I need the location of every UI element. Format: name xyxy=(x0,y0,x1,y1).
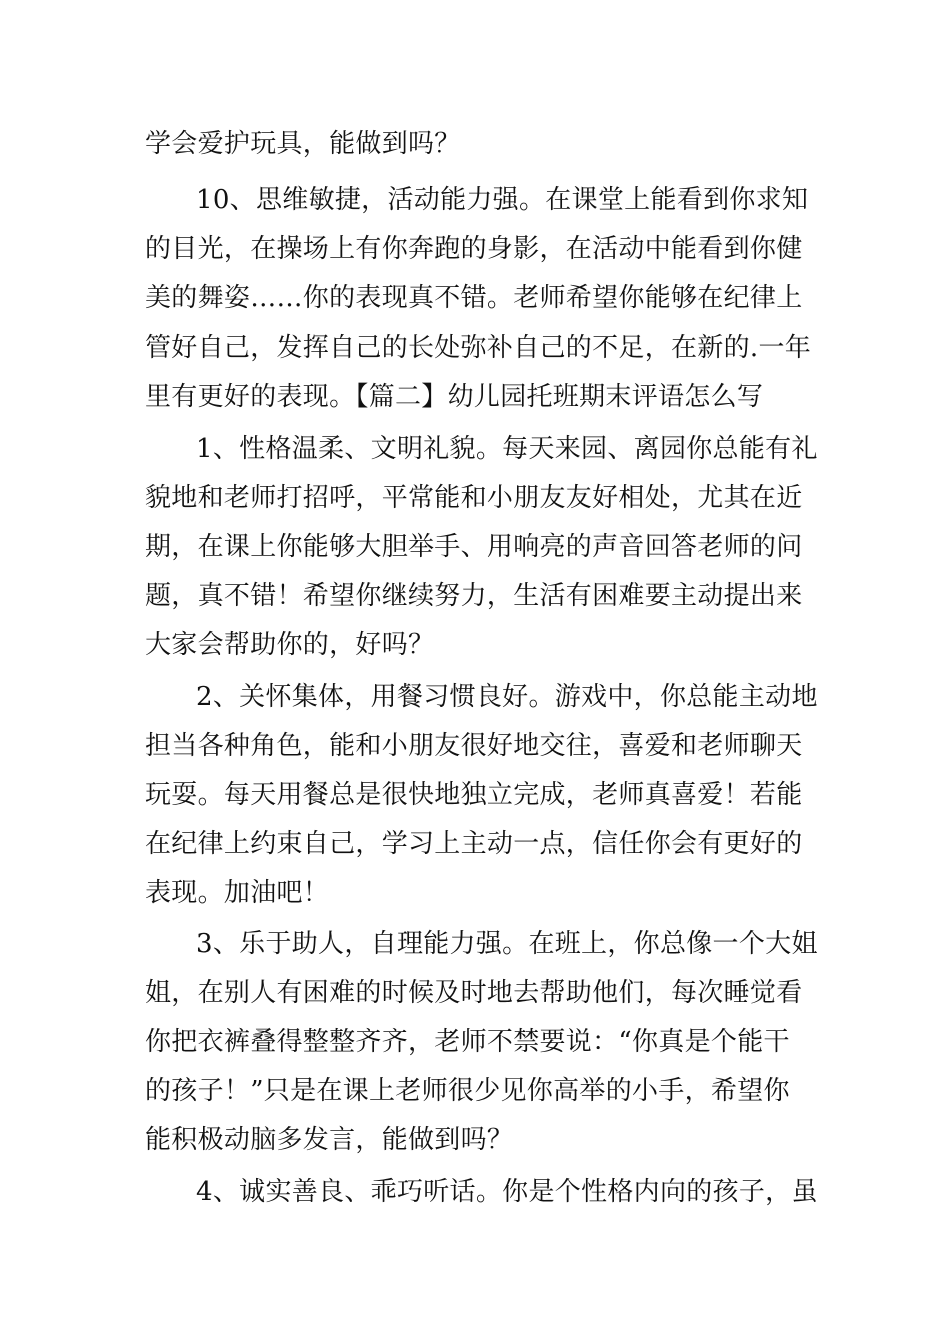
text-line: 2、关怀集体，用餐习惯良好。游戏中，你总能主动地 xyxy=(196,682,818,712)
text-line: 在纪律上约束自己，学习上主动一点，信任你会有更好的 xyxy=(145,829,803,859)
text-line: 美的舞姿……你的表现真不错。老师希望你能够在纪律上 xyxy=(145,283,803,313)
text-line: 题，真不错！希望你继续努力，生活有困难要主动提出来 xyxy=(145,581,803,611)
text-line: 的目光，在操场上有你奔跑的身影，在活动中能看到你健 xyxy=(145,234,803,264)
text-line: 姐，在别人有困难的时候及时地去帮助他们，每次睡觉看 xyxy=(145,978,803,1008)
text-line: 里有更好的表现。【篇二】幼儿园托班期末评语怎么写 xyxy=(145,382,764,412)
text-line: 你把衣裤叠得整整齐齐，老师不禁要说：“你真是个能干 xyxy=(145,1027,790,1057)
text-line: 玩耍。每天用餐总是很快地独立完成，老师真喜爱！若能 xyxy=(145,780,803,810)
text-line: 表现。加油吧！ xyxy=(145,878,330,908)
text-line: 担当各种角色，能和小朋友很好地交往，喜爱和老师聊天 xyxy=(145,731,803,761)
text-line: 4、诚实善良、乖巧听话。你是个性格内向的孩子，虽 xyxy=(196,1177,818,1207)
text-line: 10、思维敏捷，活动能力强。在课堂上能看到你求知 xyxy=(196,185,809,215)
text-line: 能积极动脑多发言，能做到吗？ xyxy=(145,1125,514,1155)
text-line: 学会爱护玩具，能做到吗？ xyxy=(145,129,461,159)
text-line: 3、乐于助人，自理能力强。在班上，你总像一个大姐 xyxy=(196,929,818,959)
text-line: 1、性格温柔、文明礼貌。每天来园、离园你总能有礼 xyxy=(196,434,818,464)
text-line: 大家会帮助你的，好吗？ xyxy=(145,630,435,660)
text-line: 期，在课上你能够大胆举手、用响亮的声音回答老师的问 xyxy=(145,532,803,562)
text-line: 管好自己，发挥自己的长处弥补自己的不足，在新的.一年 xyxy=(145,333,812,363)
text-line: 貌地和老师打招呼，平常能和小朋友友好相处，尤其在近 xyxy=(145,483,803,513)
text-line: 的孩子！”只是在课上老师很少见你高举的小手，希望你 xyxy=(145,1076,790,1106)
